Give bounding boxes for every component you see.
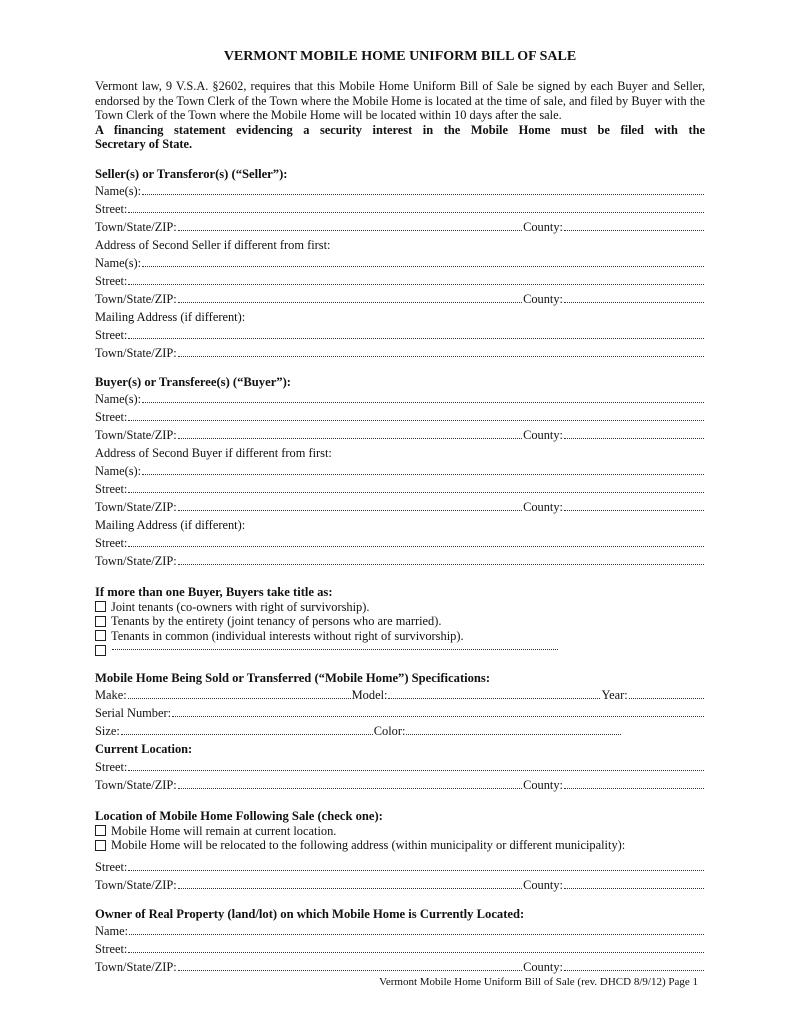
- page-footer: Vermont Mobile Home Uniform Bill of Sale (rev. DHCD 8/9/12) Page 1: [379, 976, 698, 988]
- form-field-row: [95, 686, 705, 704]
- serial-number-label: Serial Number:: [95, 705, 172, 720]
- make-input[interactable]: [128, 698, 351, 699]
- model-label: Model:: [351, 687, 388, 702]
- town-state-zip-input[interactable]: [178, 438, 522, 439]
- street-input[interactable]: [128, 770, 704, 771]
- intro-bold-line-1: A financing statement evidencing a security interest in the Mobile Home must be filed with the: [95, 122, 705, 137]
- form-field-row: [95, 534, 705, 552]
- street-input[interactable]: [128, 284, 704, 285]
- town-state-zip-input[interactable]: [178, 788, 522, 789]
- checkbox-label: Mobile Home will be relocated to the following address (within municipality or different municipality):: [111, 838, 626, 852]
- street-input[interactable]: [128, 492, 704, 493]
- name-s-label: Name(s):: [95, 391, 142, 406]
- county-input[interactable]: [564, 438, 704, 439]
- subheading: Current Location:: [95, 741, 193, 756]
- make-label: Make:: [95, 687, 127, 702]
- intro-text: Vermont law, 9 V.S.A. §2602, requires that this Mobile Home Uniform Bill of Sale be signed by each Buyer and Seller, endorsed by the Town Clerk of the Town where the Mobile Home is located at the time of sale, and filed by Buyer with the Town Clerk of the Town where the Mobile Home will be located within 10 days after the sale.: [95, 79, 705, 122]
- county-label: County:: [523, 959, 563, 974]
- county-label: County:: [523, 499, 563, 514]
- year-input[interactable]: [629, 698, 704, 699]
- town-state-zip-label: Town/State/ZIP:: [95, 777, 177, 792]
- checkbox-option[interactable]: [95, 629, 705, 644]
- form-field-row: [95, 480, 705, 498]
- color-label: Color:: [373, 723, 406, 738]
- size-label: Size:: [95, 723, 120, 738]
- street-label: Street:: [95, 941, 128, 956]
- street-label: Street:: [95, 327, 128, 342]
- county-input[interactable]: [564, 788, 704, 789]
- street-label: Street:: [95, 201, 128, 216]
- name-s-label: Name(s):: [95, 183, 142, 198]
- field-group-label: Mailing Address (if different):: [95, 309, 246, 324]
- field-group-label: Address of Second Seller if different from first:: [95, 237, 331, 252]
- town-state-zip-input[interactable]: [178, 510, 522, 511]
- county-input[interactable]: [564, 510, 704, 511]
- street-input[interactable]: [128, 546, 704, 547]
- section-heading: Seller(s) or Transferor(s) (“Seller”):: [95, 166, 288, 181]
- street-label: Street:: [95, 273, 128, 288]
- form-field-row: [95, 182, 705, 200]
- intro-paragraph: [95, 79, 705, 152]
- model-input[interactable]: [388, 698, 600, 699]
- section-heading: Owner of Real Property (land/lot) on which Mobile Home is Currently Located:: [95, 906, 525, 921]
- street-label: Street:: [95, 759, 128, 774]
- form-field-row: [95, 722, 705, 740]
- town-state-zip-input[interactable]: [178, 230, 522, 231]
- checkbox[interactable]: [95, 630, 106, 641]
- form-field-row: [95, 876, 705, 894]
- checkbox-option[interactable]: [95, 838, 705, 853]
- county-input[interactable]: [564, 302, 704, 303]
- other-input[interactable]: [112, 649, 558, 650]
- form-field-row: [95, 940, 705, 958]
- county-label: County:: [523, 427, 563, 442]
- town-state-zip-label: Town/State/ZIP:: [95, 219, 177, 234]
- form-field-row: [95, 344, 705, 362]
- form-field-row: [95, 272, 705, 290]
- street-label: Street:: [95, 859, 128, 874]
- checkbox-option[interactable]: [95, 614, 705, 629]
- checkbox[interactable]: [95, 840, 106, 851]
- county-input[interactable]: [564, 230, 704, 231]
- form-field-row: [95, 758, 705, 776]
- town-state-zip-label: Town/State/ZIP:: [95, 345, 177, 360]
- county-label: County:: [523, 219, 563, 234]
- form-field-row: [95, 552, 705, 570]
- form-field-row: [95, 858, 705, 876]
- street-label: Street:: [95, 481, 128, 496]
- form-field-row: [95, 200, 705, 218]
- town-state-zip-input[interactable]: [178, 564, 704, 565]
- street-label: Street:: [95, 409, 128, 424]
- name-label: Name:: [95, 923, 129, 938]
- street-input[interactable]: [128, 952, 704, 953]
- year-label: Year:: [601, 687, 628, 702]
- street-input[interactable]: [128, 870, 704, 871]
- form-field-row: [95, 704, 705, 722]
- street-label: Street:: [95, 535, 128, 550]
- name-input[interactable]: [129, 934, 704, 935]
- intro-bold-line-2: Secretary of State.: [95, 137, 193, 151]
- form-field-row: [95, 776, 705, 794]
- county-input[interactable]: [564, 888, 704, 889]
- checkbox[interactable]: [95, 616, 106, 627]
- form-field-row: [95, 254, 705, 272]
- size-input[interactable]: [121, 734, 373, 735]
- field-group-label: Address of Second Buyer if different from first:: [95, 445, 332, 460]
- checkbox-option[interactable]: [95, 643, 705, 658]
- section-heading: Mobile Home Being Sold or Transferred (“Mobile Home”) Specifications:: [95, 670, 491, 685]
- form-field-row: [95, 922, 705, 940]
- checkbox-label: Joint tenants (co-owners with right of survivorship).: [111, 599, 370, 614]
- form-field-row: [95, 958, 705, 976]
- checkbox[interactable]: [95, 601, 106, 612]
- field-group-label: Mailing Address (if different):: [95, 517, 246, 532]
- color-input[interactable]: [406, 734, 621, 735]
- form-field-row: [95, 326, 705, 344]
- name-s-label: Name(s):: [95, 255, 142, 270]
- street-input[interactable]: [128, 338, 704, 339]
- town-state-zip-label: Town/State/ZIP:: [95, 499, 177, 514]
- checkbox-option[interactable]: [95, 824, 705, 839]
- checkbox[interactable]: [95, 645, 106, 656]
- checkbox-label: Tenants in common (individual interests without right of survivorship).: [111, 628, 464, 643]
- form-field-row: [95, 218, 705, 236]
- name-s-input[interactable]: [142, 266, 704, 267]
- town-state-zip-input[interactable]: [178, 302, 522, 303]
- form-field-row: [95, 390, 705, 408]
- street-input[interactable]: [128, 420, 704, 421]
- form-field-row: [95, 498, 705, 516]
- town-state-zip-label: Town/State/ZIP:: [95, 291, 177, 306]
- form-field-row: [95, 290, 705, 308]
- town-state-zip-input[interactable]: [178, 888, 522, 889]
- town-state-zip-input[interactable]: [178, 356, 704, 357]
- checkbox[interactable]: [95, 825, 106, 836]
- form-field-row: [95, 426, 705, 444]
- serial-number-input[interactable]: [172, 716, 704, 717]
- street-input[interactable]: [128, 212, 704, 213]
- form-title: VERMONT MOBILE HOME UNIFORM BILL OF SALE: [223, 49, 577, 64]
- town-state-zip-label: Town/State/ZIP:: [95, 877, 177, 892]
- section-heading: Buyer(s) or Transferee(s) (“Buyer”):: [95, 374, 291, 389]
- form-page: [95, 47, 705, 976]
- county-input[interactable]: [564, 970, 704, 971]
- section-heading: If more than one Buyer, Buyers take title as:: [95, 584, 333, 599]
- name-s-input[interactable]: [142, 194, 704, 195]
- checkbox-label: Tenants by the entirety (joint tenancy of persons who are married).: [111, 614, 442, 628]
- county-label: County:: [523, 291, 563, 306]
- name-s-label: Name(s):: [95, 463, 142, 478]
- county-label: County:: [523, 877, 563, 892]
- town-state-zip-label: Town/State/ZIP:: [95, 553, 177, 568]
- name-s-input[interactable]: [142, 474, 704, 475]
- section-heading: Location of Mobile Home Following Sale (check one):: [95, 808, 383, 823]
- town-state-zip-label: Town/State/ZIP:: [95, 427, 177, 442]
- town-state-zip-input[interactable]: [178, 970, 522, 971]
- county-label: County:: [523, 777, 563, 792]
- form-sections: [95, 166, 705, 976]
- form-field-row: [95, 462, 705, 480]
- name-s-input[interactable]: [142, 402, 704, 403]
- checkbox-option[interactable]: [95, 600, 705, 615]
- checkbox-label: Mobile Home will remain at current location.: [111, 823, 337, 838]
- form-field-row: [95, 408, 705, 426]
- town-state-zip-label: Town/State/ZIP:: [95, 959, 177, 974]
